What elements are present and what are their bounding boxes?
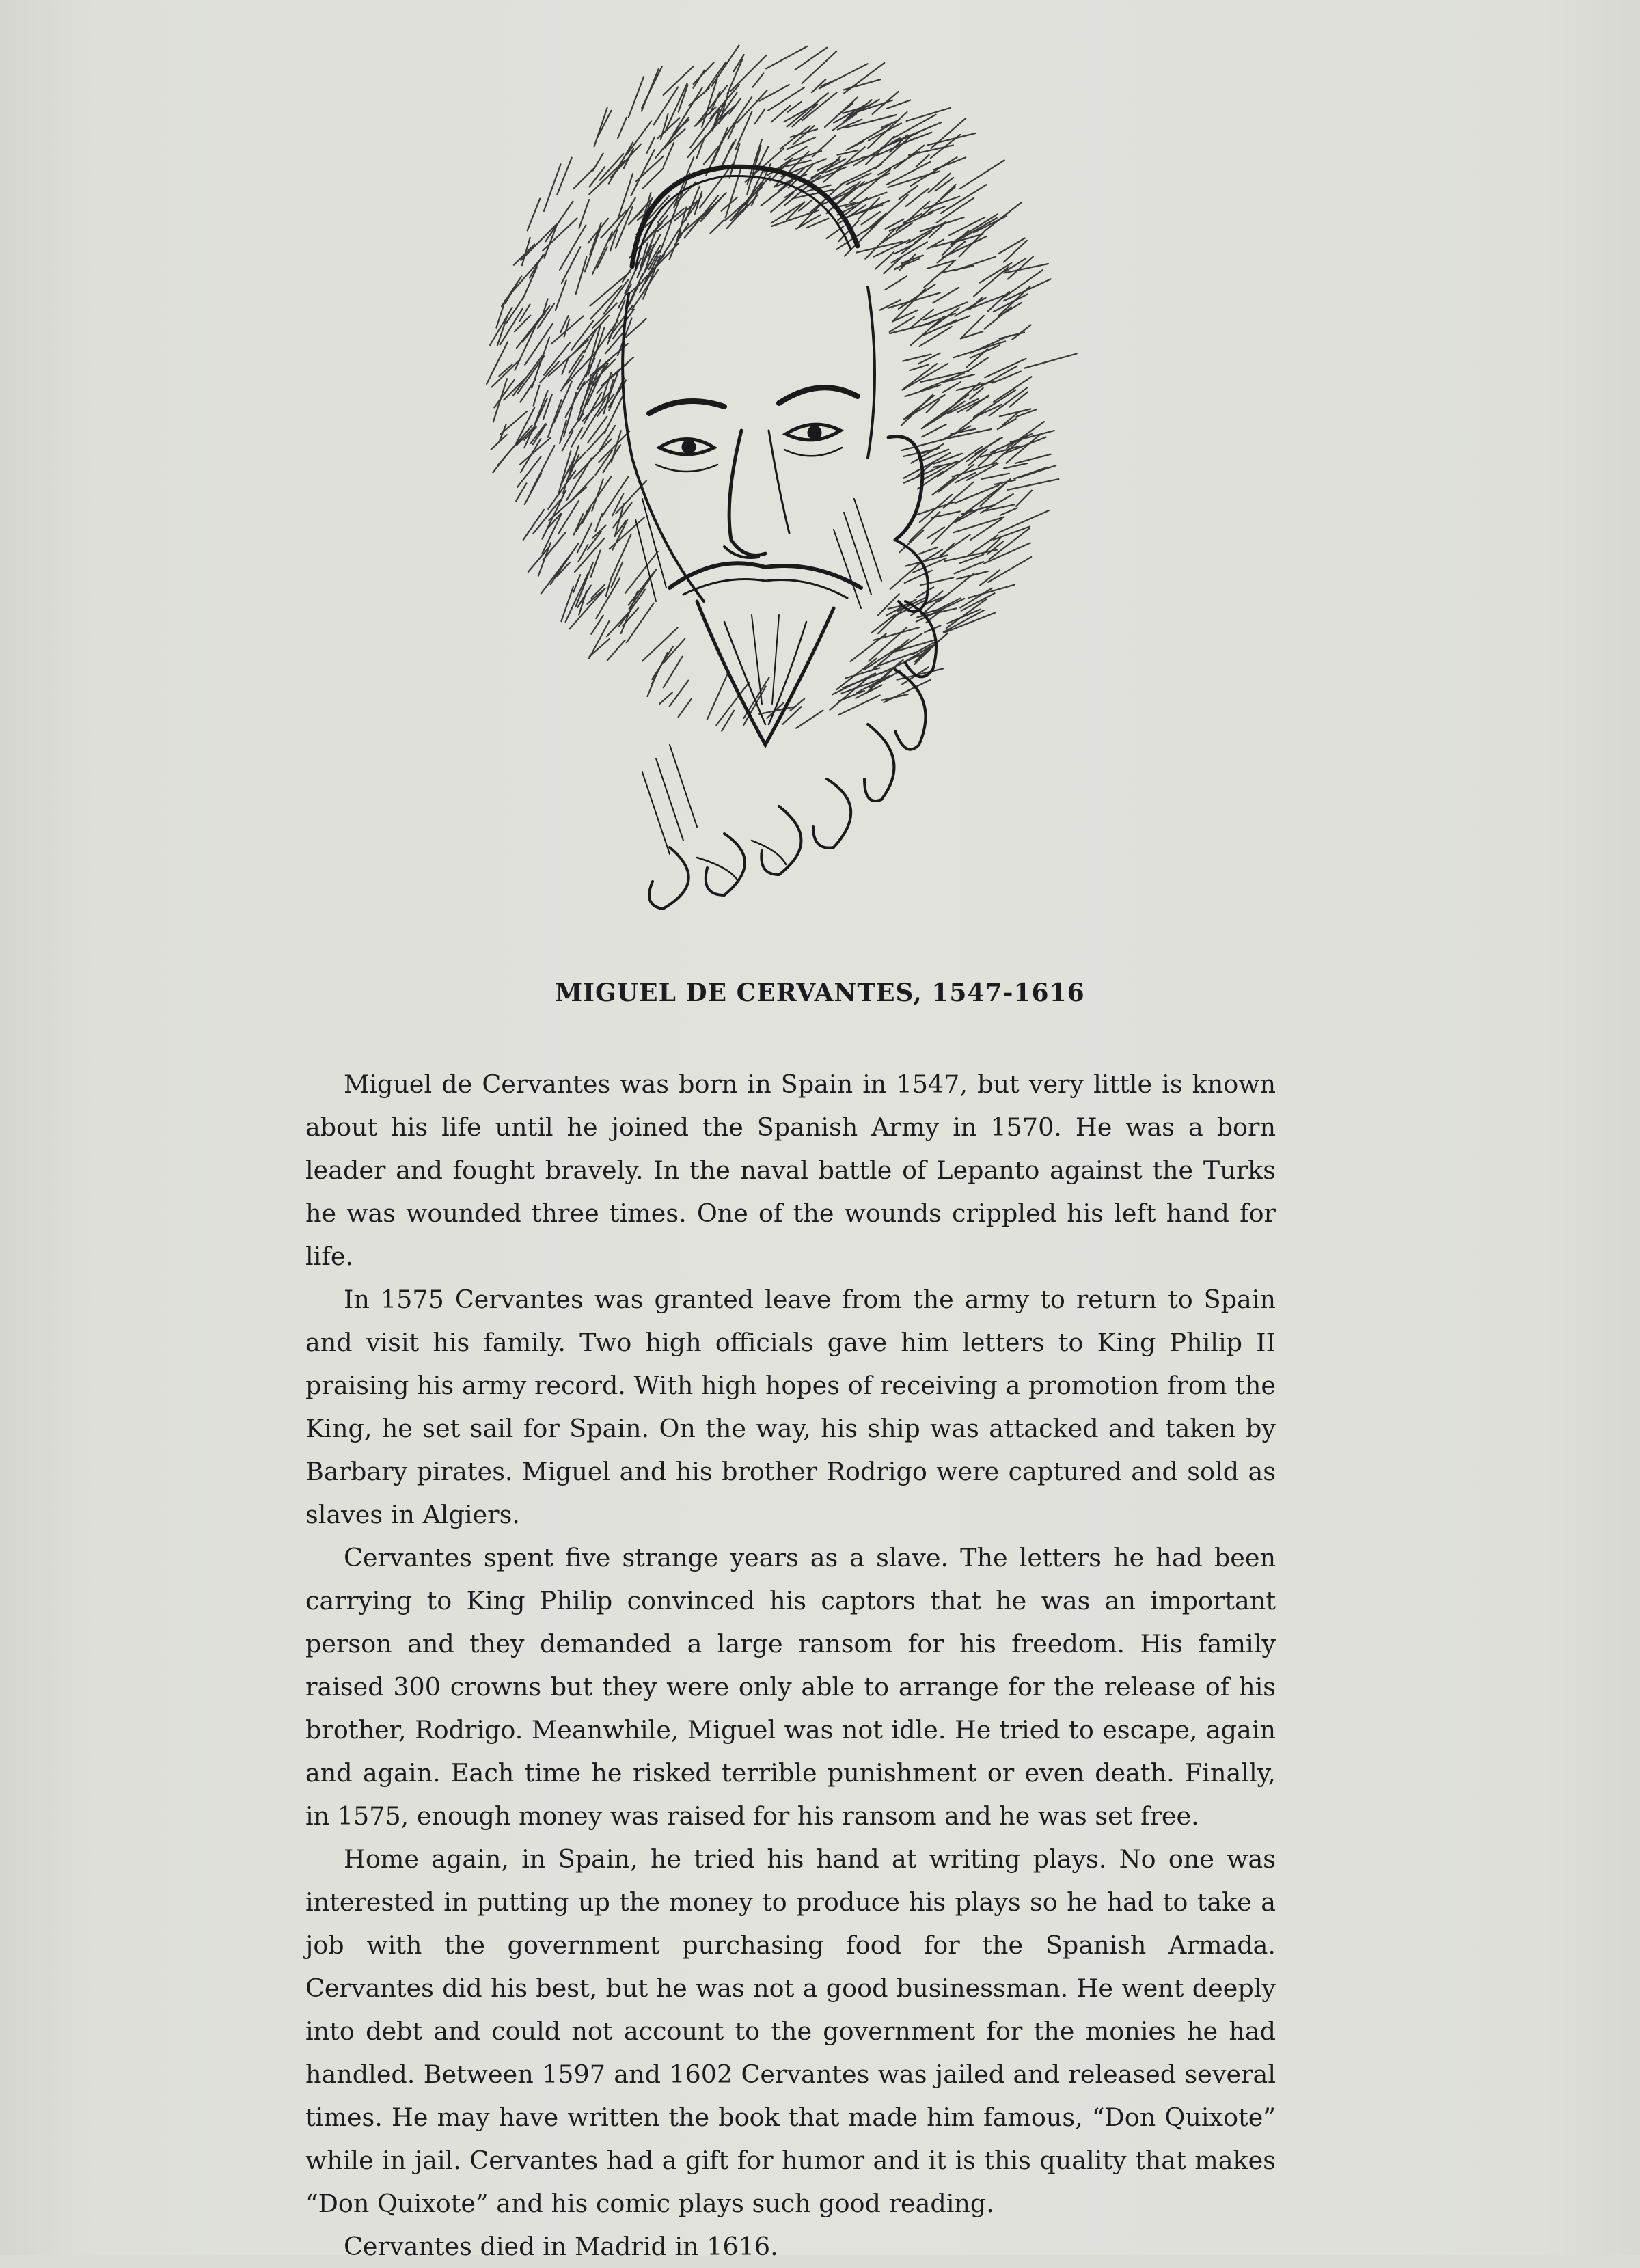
hatch-stroke [531, 424, 546, 443]
hatch-stroke [960, 160, 1004, 189]
hatch-stroke [1025, 354, 1077, 368]
hatch-stroke [530, 255, 543, 277]
hatch-stroke [932, 478, 955, 495]
hatch-stroke [865, 213, 886, 232]
hatch-stroke [520, 304, 530, 321]
hatch-stroke [722, 143, 733, 167]
hatch-stroke [989, 529, 1029, 560]
hatch-stroke [540, 361, 559, 383]
hatch-stroke [558, 501, 579, 534]
hatch-stroke [593, 525, 606, 538]
hatch-stroke [544, 342, 570, 375]
hatch-stroke [722, 197, 737, 211]
hatch-stroke [992, 439, 1022, 464]
hatch-stroke [577, 523, 592, 552]
hatch-stroke [595, 514, 602, 531]
hatch-stroke [514, 245, 534, 265]
hatch-stroke [597, 247, 607, 268]
hatch-stroke [494, 380, 515, 408]
hatch-stroke [982, 474, 1009, 479]
hatch-stroke [917, 587, 934, 597]
hatch-stroke [493, 379, 507, 422]
hatch-stroke [704, 62, 726, 94]
hatch-stroke [916, 502, 955, 515]
hatch-stroke [569, 351, 584, 373]
hatch-stroke [790, 699, 804, 711]
hatch-stroke [998, 419, 1016, 429]
hatch-stroke [534, 385, 540, 406]
hatch-stroke [802, 51, 837, 83]
hatch-stroke [787, 137, 815, 149]
hatch-stroke [812, 135, 836, 157]
hatch-stroke [955, 562, 983, 573]
hatch-stroke [596, 578, 619, 618]
hatch-stroke [909, 145, 953, 155]
hatch-stroke [652, 653, 668, 683]
hatch-stroke [712, 46, 739, 86]
hatch-stroke [487, 342, 508, 384]
hatch-stroke [549, 487, 586, 520]
hatch-stroke [807, 219, 828, 228]
hatch-stroke [528, 547, 550, 572]
hatch-stroke [899, 186, 918, 200]
hatch-stroke [557, 158, 572, 195]
hatch-stroke [968, 585, 1015, 598]
hatch-stroke [541, 554, 572, 594]
hatch-stroke [575, 538, 604, 572]
paragraph: Miguel de Cervantes was born in Spain in 1547, but very little is known about his life until he joined the Spanish Army in 1570. He was a born leader and fought bravely. In the naval battle of Lepanto against the Turks he was wounded three times. One of the wounds crippled his left hand for life. [305, 1069, 1276, 1271]
hatch-stroke [664, 657, 683, 688]
hatch-stroke [576, 508, 590, 532]
hatch-stroke [916, 599, 964, 622]
hatch-stroke [941, 185, 987, 213]
hatch-stroke [872, 640, 909, 670]
hatch-stroke [543, 218, 577, 250]
hatch-stroke [974, 366, 1017, 391]
hatch-stroke [936, 198, 974, 223]
hatch-stroke [885, 276, 907, 290]
hatch-stroke [707, 673, 728, 720]
hatch-stroke [892, 310, 918, 322]
paragraph: In 1575 Cervantes was granted leave from the army to return to Spain and visit his family. Two high officials gave him letters to King Philip II praising his army record. With high hopes of receiving a promotion from the King, he set sail for Spain. On the way, his ship was attacked and taken by Barbary pirates. Miguel and his brother Rodrigo were captured and sold as slaves in Algiers. [305, 1285, 1276, 1529]
hatch-stroke [576, 257, 587, 294]
hatch-stroke [1004, 463, 1027, 468]
hatch-stroke [970, 336, 1010, 353]
hatch-stroke [600, 426, 615, 450]
hatch-stroke [943, 382, 961, 392]
hatch-stroke [974, 390, 1015, 418]
hatch-stroke [843, 100, 872, 122]
hatch-stroke [528, 199, 541, 231]
hatch-stroke [894, 146, 925, 169]
hatch-stroke [612, 534, 631, 579]
hatch-stroke [755, 109, 765, 124]
hatch-stroke [592, 303, 617, 328]
hatch-stroke [985, 202, 1022, 231]
hatch-stroke [844, 79, 881, 90]
paragraph: Cervantes spent five strange years as a slave. The letters he had been carrying to King Philip convinced his captors that he was an important person and they demanded a large ransom for his freedom. His family raised 300 crowns but they were only able to arrange for the release of his brother, Rodrigo. Meanwhile, Miguel was not idle. He tried to escape, again and again. Each time he risked terrible punishment or even death. Finally, in 1575, enough money was raised for his ransom and he was set free. [305, 1543, 1276, 1831]
hatch-stroke [590, 639, 610, 657]
hatch-stroke [607, 640, 625, 661]
portrait-caption [0, 979, 1640, 1007]
hatch-stroke [556, 280, 566, 310]
hatch-stroke [878, 594, 899, 615]
hatch-stroke [787, 93, 828, 127]
hatch-stroke [849, 100, 892, 115]
hatch-stroke [629, 571, 655, 605]
hatch-stroke [872, 614, 895, 633]
hatch-stroke [659, 693, 672, 705]
hatch-stroke [981, 494, 1013, 513]
hatch-stroke [642, 628, 678, 661]
hatch-stroke [821, 79, 836, 86]
hatch-stroke [899, 284, 935, 309]
hatch-stroke [589, 620, 610, 659]
hatch-stroke [574, 514, 584, 534]
hatch-stroke [543, 491, 566, 539]
hatch-stroke [944, 610, 984, 632]
hatch-stroke [544, 164, 561, 211]
hatch-stroke [664, 66, 694, 95]
hatch-stroke [985, 359, 1026, 378]
hatch-stroke [911, 157, 957, 186]
hatch-stroke [874, 627, 920, 640]
hatch-stroke [974, 267, 1009, 296]
hatch-stroke [737, 90, 767, 122]
hatch-stroke [561, 586, 573, 621]
hatch-stroke [591, 616, 603, 634]
hatch-stroke [588, 219, 608, 243]
hatch-stroke [579, 200, 590, 228]
hatch-stroke [711, 220, 724, 233]
hatch-stroke [562, 247, 581, 283]
paragraph: Cervantes died in Madrid in 1616. [344, 2232, 778, 2261]
hatch-stroke [657, 208, 684, 231]
hatch-stroke [768, 87, 804, 111]
hatch-stroke [685, 195, 718, 238]
hatch-stroke [964, 485, 1004, 515]
hatch-stroke [890, 213, 933, 231]
hatch-stroke [802, 92, 837, 120]
hatch-stroke [980, 479, 1011, 506]
hatch-stroke [694, 62, 714, 84]
hatch-stroke [920, 577, 954, 585]
hatch-stroke [679, 699, 692, 718]
hatch-stroke [796, 711, 823, 728]
hatch-stroke [701, 195, 724, 221]
hatch-stroke [496, 300, 505, 327]
hatch-stroke [506, 283, 517, 303]
hatch-stroke [960, 588, 992, 608]
hatch-stroke [927, 133, 975, 145]
hatch-stroke [588, 532, 601, 549]
hatch-stroke [991, 434, 1032, 452]
hatch-stroke [525, 474, 541, 504]
hatch-stroke [548, 400, 562, 437]
hatch-stroke [890, 317, 914, 332]
hatch-stroke [594, 108, 607, 146]
caption-years: 1547-1616 [931, 979, 1085, 1007]
hatch-stroke [593, 154, 603, 171]
cervantes-portrait [287, 21, 1230, 970]
hatch-stroke [905, 385, 941, 396]
biography-text [305, 1063, 1276, 2268]
hatch-stroke [548, 471, 575, 509]
hatch-stroke [627, 121, 651, 154]
hatch-stroke [587, 588, 605, 604]
hatch-stroke [988, 557, 1031, 582]
hatch-stroke [1016, 491, 1032, 506]
hatch-stroke [838, 150, 858, 155]
hatch-stroke [955, 509, 972, 522]
hatch-stroke [944, 613, 995, 633]
hatch-stroke [607, 610, 631, 636]
hatch-stroke [884, 258, 901, 273]
hatch-stroke [573, 575, 580, 592]
hatch-stroke [931, 135, 960, 158]
hatch-stroke [562, 357, 569, 374]
hatch-stroke [586, 477, 611, 513]
hatch-stroke [566, 381, 585, 417]
paragraph: Home again, in Spain, he tried his hand at writing plays. No one was interested in putting up the money to produce his plays so he had to take a job with the government purchasing food for the Spanish Armada. Cervantes did his best, but he was not a good businessman. He went deeply into debt and could not account to the government for the monies he had handled. Between 1597 and 1602 Cervantes was jailed and released several times. He may have written the book that made him famous, “Don Quixote” while in jail. Cervantes had a gift for humor and it is this quality that makes “Don Quixote” and his comic plays such good reading. [305, 1844, 1276, 2218]
hatch-stroke [933, 288, 959, 303]
hatch-stroke [919, 547, 938, 554]
hatch-stroke [1000, 508, 1017, 515]
hatch-stroke [609, 142, 633, 183]
hatch-stroke [642, 67, 662, 108]
hatch-stroke [732, 183, 761, 220]
hatch-stroke [525, 324, 553, 365]
hatch-stroke [753, 73, 764, 87]
hatch-stroke [888, 292, 940, 308]
hatch-stroke [618, 118, 627, 138]
hatch-stroke [966, 439, 999, 462]
hatch-stroke [931, 517, 959, 545]
hatch-stroke [1014, 467, 1047, 479]
hatch-stroke [722, 711, 734, 731]
hatch-stroke [696, 136, 705, 159]
hatch-stroke [910, 365, 929, 371]
caption-name: MIGUEL DE CERVANTES, [555, 979, 922, 1007]
hatch-stroke [491, 435, 507, 450]
hatch-stroke [517, 306, 549, 348]
hatch-stroke [1012, 325, 1030, 340]
hatch-stroke [1015, 454, 1051, 463]
